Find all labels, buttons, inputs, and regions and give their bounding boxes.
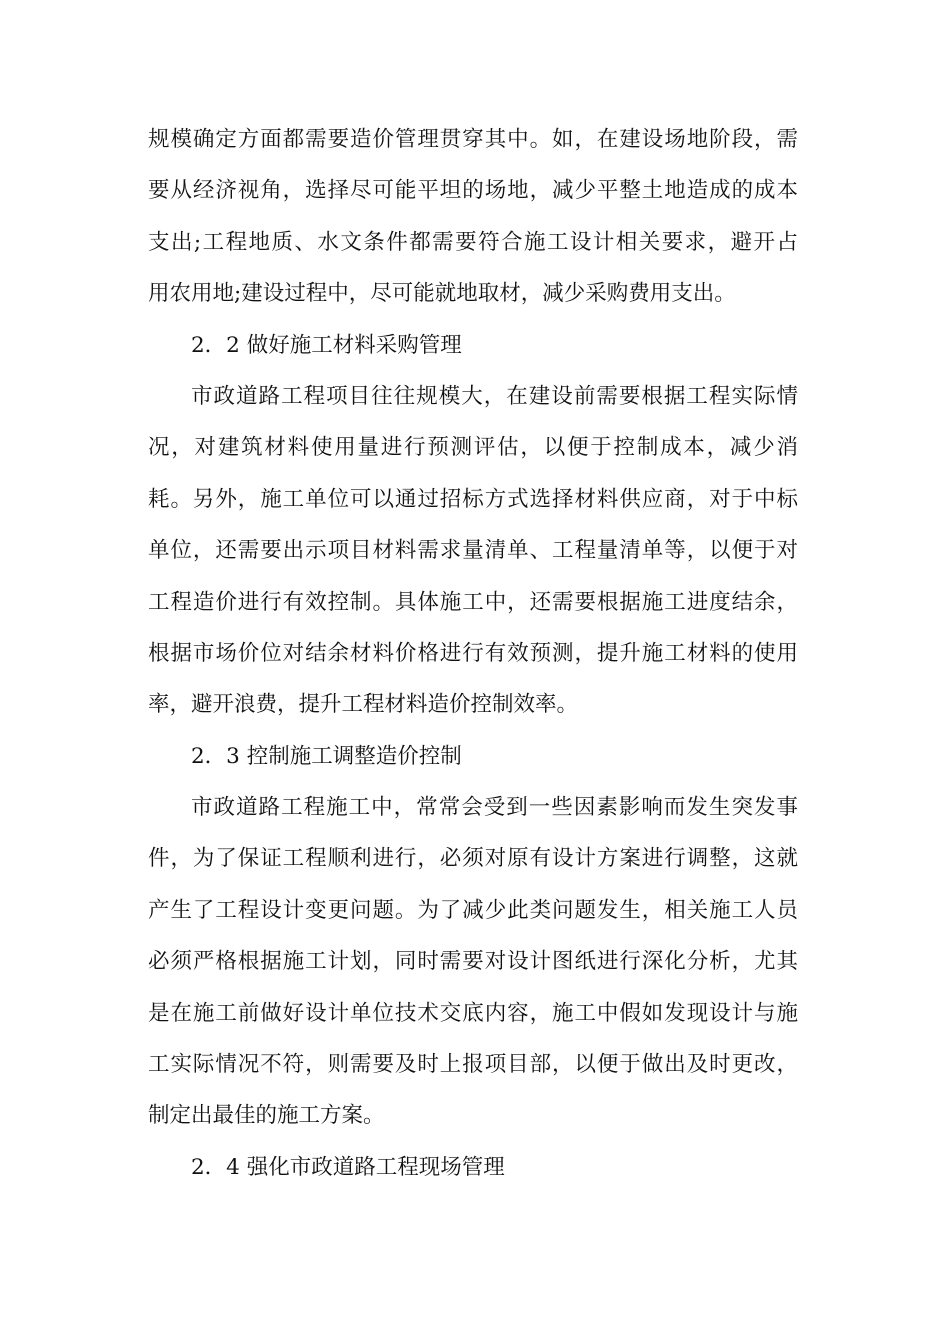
text-line: 产生了工程设计变更问题。为了减少此类问题发生，相关施工人员 — [148, 897, 798, 923]
text-line: 市政道路工程施工中，常常会受到一些因素影响而发生突发事 — [191, 795, 798, 821]
text-line: 率，避开浪费，提升工程材料造价控制效率。 — [148, 692, 579, 718]
paragraph-material-procurement — [148, 371, 798, 731]
text-line: 规模确定方面都需要造价管理贯穿其中。如，在建设场地阶段，需 — [148, 127, 798, 152]
section-heading-2-3 — [148, 731, 798, 782]
text-line: 制定出最佳的施工方案。 — [148, 1103, 385, 1129]
text-line: 工程造价进行有效控制。具体施工中，还需要根据施工进度结余， — [148, 589, 798, 615]
text-line: 用农用地;建设过程中，尽可能就地取材，减少采购费用支出。 — [148, 281, 736, 307]
section-heading-2-4 — [148, 1142, 798, 1193]
text-line: 根据市场价位对结余材料价格进行有效预测，提升施工材料的使用 — [148, 640, 798, 666]
heading-text: 2．3 控制施工调整造价控制 — [191, 743, 462, 769]
text-line: 要从经济视角，选择尽可能平坦的场地，减少平整土地造成的成本 — [148, 178, 798, 204]
text-line: 工实际情况不符，则需要及时上报项目部，以便于做出及时更改， — [148, 1052, 798, 1078]
paragraph-site-selection — [148, 114, 798, 320]
text-line: 件，为了保证工程顺利进行，必须对原有设计方案进行调整，这就 — [148, 846, 798, 872]
text-line: 况，对建筑材料使用量进行预测评估，以便于控制成本，减少消 — [148, 435, 798, 461]
section-heading-2-2 — [148, 320, 798, 371]
text-line: 市政道路工程项目往往规模大，在建设前需要根据工程实际情 — [191, 383, 798, 409]
text-line: 单位，还需要出示项目材料需求量清单、工程量清单等，以便于对 — [148, 538, 798, 564]
heading-text: 2．2 做好施工材料采购管理 — [191, 332, 462, 358]
text-line: 必须严格根据施工计划，同时需要对设计图纸进行深化分析，尤其 — [148, 949, 798, 975]
text-line: 耗。另外，施工单位可以通过招标方式选择材料供应商，对于中标 — [148, 486, 798, 512]
document-body — [148, 114, 798, 1193]
text-line: 是在施工前做好设计单位技术交底内容，施工中假如发现设计与施 — [148, 1000, 798, 1026]
heading-text: 2．4 强化市政道路工程现场管理 — [191, 1154, 505, 1180]
paragraph-design-change — [148, 782, 798, 1142]
text-line: 支出;工程地质、水文条件都需要符合施工设计相关要求，避开占 — [148, 229, 798, 255]
